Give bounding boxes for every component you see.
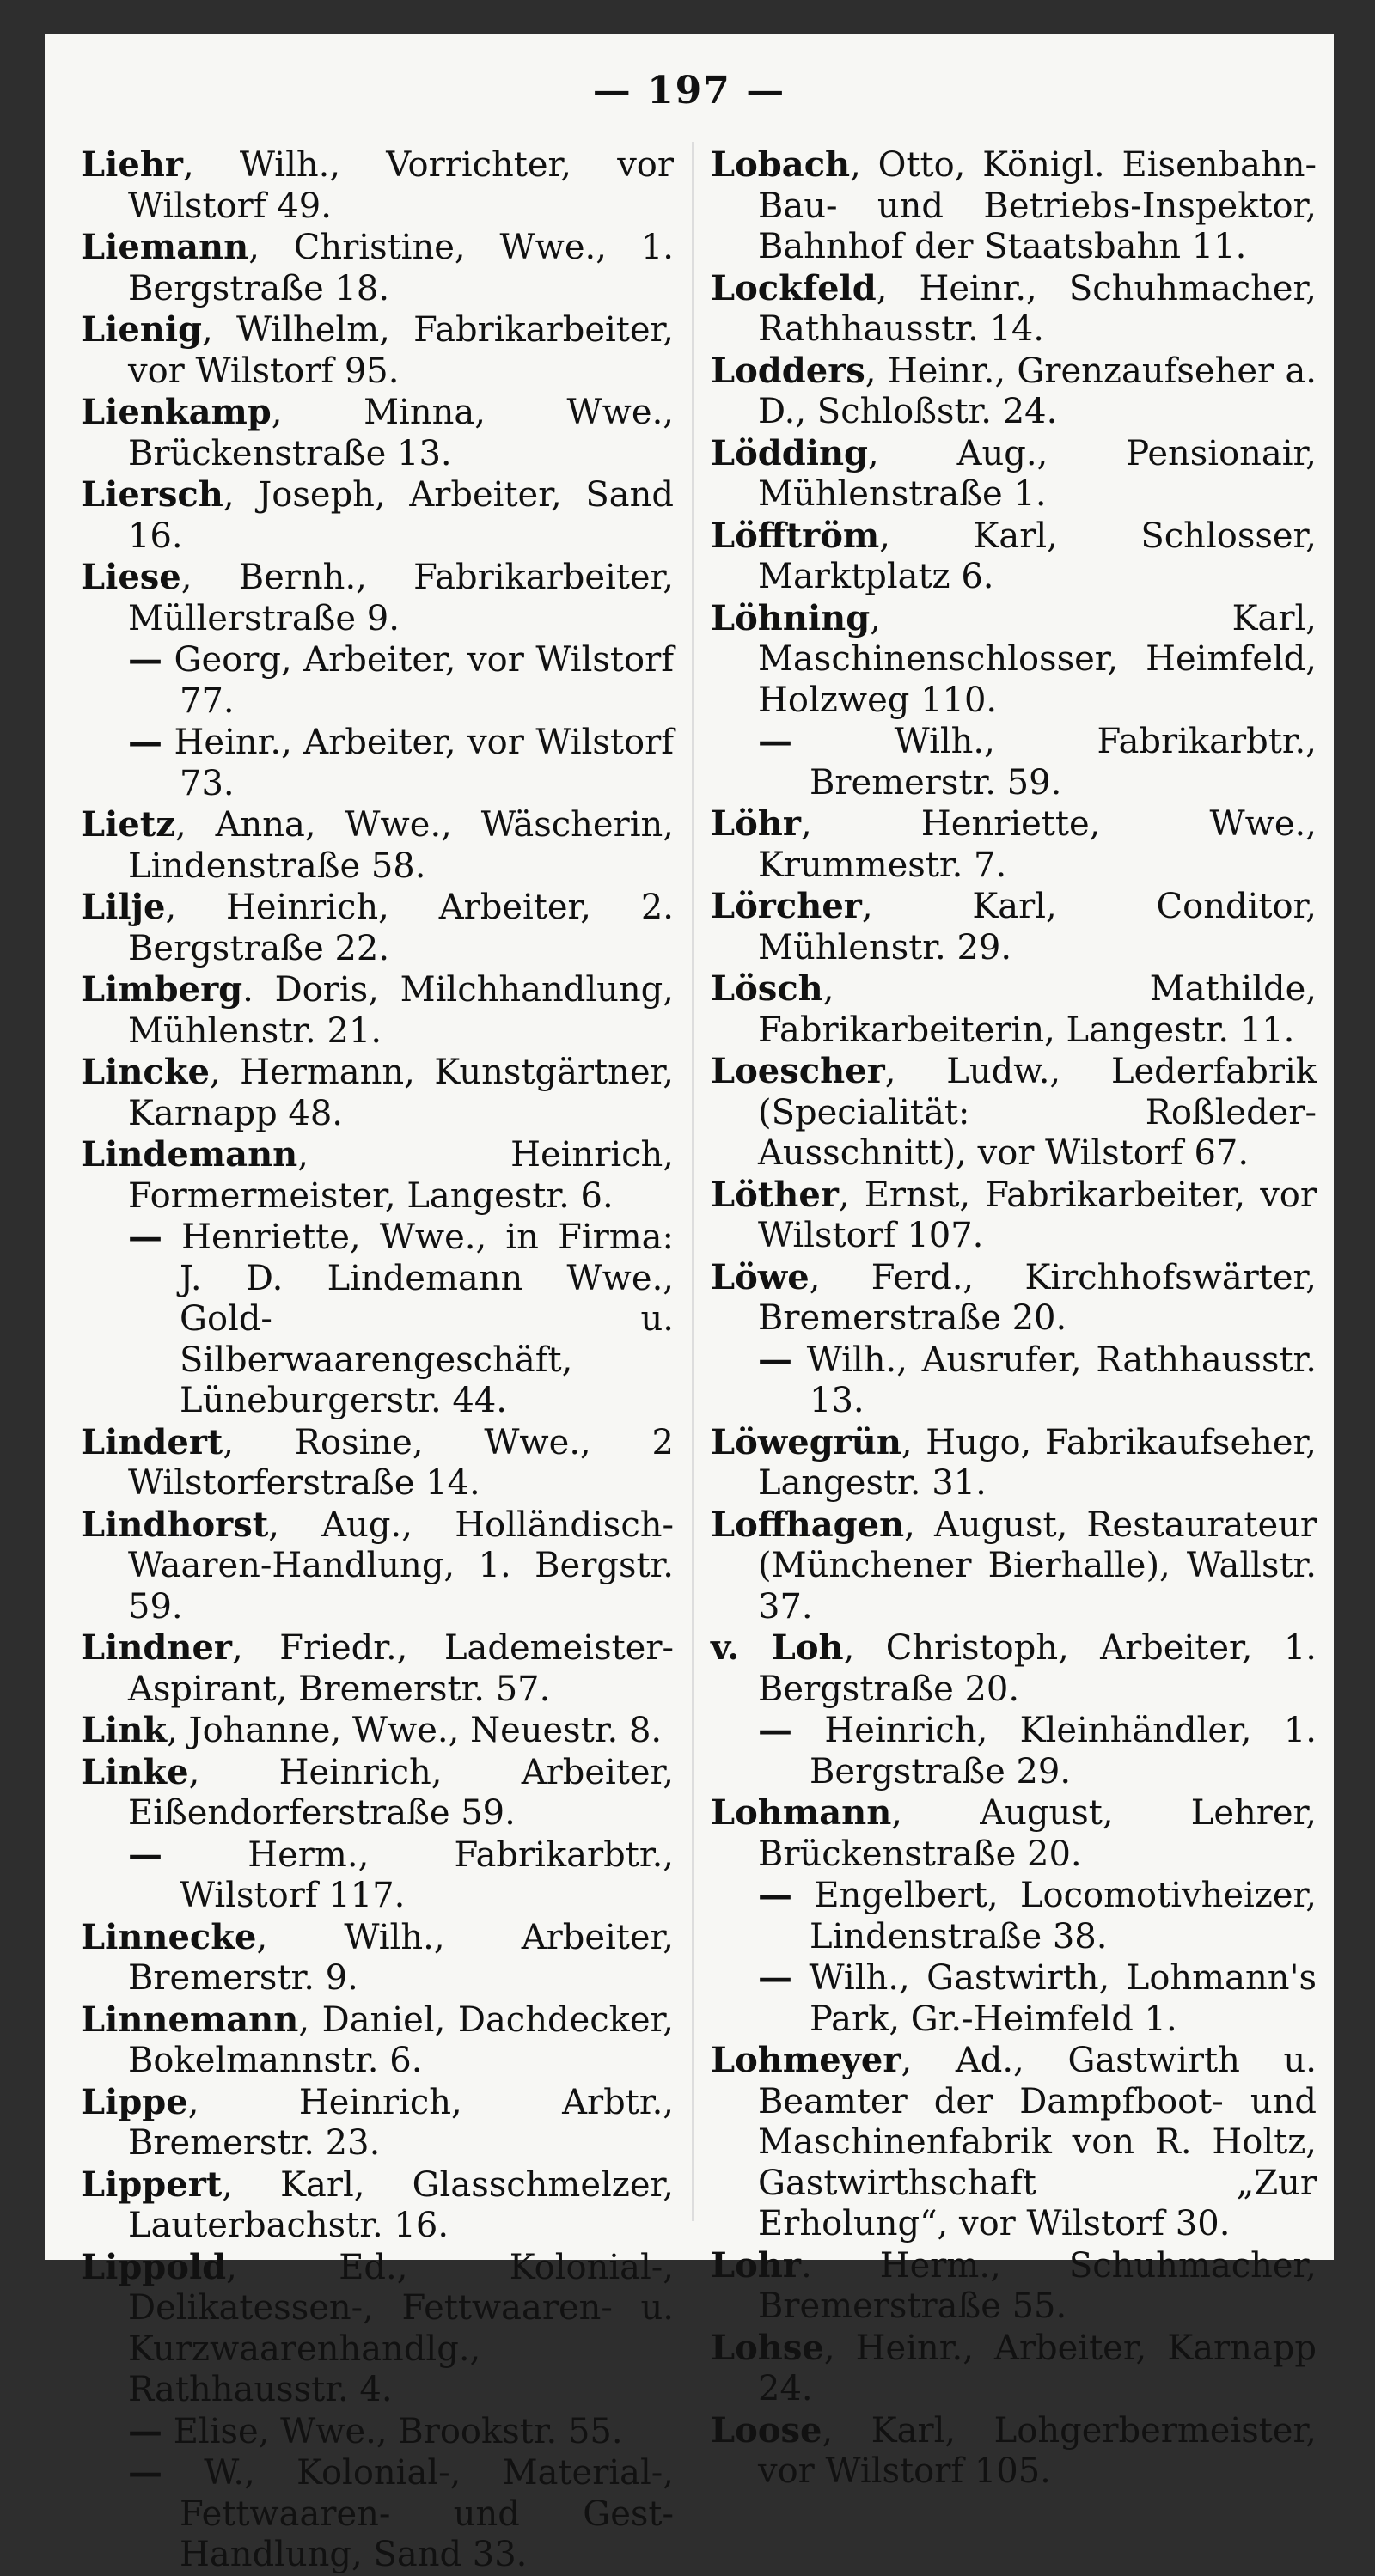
dash-marker: — [128, 2410, 162, 2451]
dash-marker: — [758, 721, 792, 761]
entry [81, 2247, 674, 2411]
entry-details: , Heinr., Grenzaufseher a. D., Schloßstr. 24. [758, 351, 1317, 431]
entry [711, 1505, 1317, 1628]
entry-name: Loescher [711, 1051, 885, 1091]
entry-name: Linnecke [81, 1916, 257, 1957]
entry-details: . Herm., Schuhmacher, Bremerstraße 55. [758, 2245, 1317, 2326]
entry-details: Wilh., Ausrufer, Rathhausstr. 13. [792, 1340, 1317, 1420]
entry [711, 598, 1317, 722]
entry-name: Lilje [81, 887, 166, 927]
entry [81, 227, 674, 309]
entry [711, 351, 1317, 433]
dash-marker: — [758, 1339, 792, 1380]
entry-continuation [81, 1834, 674, 1917]
column-gutter [692, 142, 694, 2221]
entry-name: Lippe [81, 2081, 188, 2122]
entry-name: Lippold [81, 2246, 227, 2287]
entry [711, 144, 1317, 268]
entry [81, 392, 674, 474]
entry [711, 803, 1317, 886]
entry-details: , August, Lehrer, Brückenstraße 20. [758, 1793, 1317, 1874]
dash-marker: — [128, 2452, 162, 2493]
entry [81, 1134, 674, 1217]
left-column [81, 144, 674, 2576]
right-column [711, 144, 1317, 2493]
entry-details: Engelbert, Locomotivheizer, Lindenstraße 38. [792, 1876, 1317, 1956]
entry-details: , Ernst, Fabrikarbeiter, vor Wilstorf 107. [758, 1175, 1317, 1255]
entry-details: , Karl, Maschinenschlosser, Heimfeld, Holzweg 110. [758, 598, 1317, 720]
entry [711, 2328, 1317, 2410]
entry-details: , Christoph, Arbeiter, 1. Bergstraße 20. [758, 1628, 1317, 1709]
entry [81, 1917, 674, 1999]
entry-name: Loffhagen [711, 1504, 905, 1545]
entry-details: , Aug., Holländisch-Waaren-Handlung, 1. Bergstr. 59. [128, 1505, 674, 1627]
entry [711, 1627, 1317, 1710]
entry-name: Loose [711, 2409, 822, 2451]
entry [81, 309, 674, 392]
entry-details: Heinrich, Kleinhändler, 1. Bergstraße 29. [792, 1711, 1317, 1792]
entry [711, 433, 1317, 516]
entry [711, 2245, 1317, 2328]
entry [81, 887, 674, 969]
entry [81, 804, 674, 887]
entry-details: , Karl, Lohgerbermeister, vor Wilstorf 105. [758, 2410, 1317, 2491]
entry-details: , Heinrich, Arbeiter, Eißendorferstraße 59. [128, 1752, 674, 1833]
entry-name: Linke [81, 1751, 189, 1792]
entry-details: , Rosine, Wwe., 2 Wilstorferstraße 14. [128, 1422, 674, 1503]
entry-name: Lohmeyer [711, 2040, 901, 2080]
entry [81, 1505, 674, 1628]
entry [711, 268, 1317, 351]
entry-details: , Aug., Pensionair, Mühlenstraße 1. [758, 433, 1317, 514]
page-number: — 197 — [592, 69, 786, 113]
entry-details: , Christine, Wwe., 1. Bergstraße 18. [128, 228, 674, 308]
entry [81, 2164, 674, 2247]
entry [81, 474, 674, 557]
entry-details: . Doris, Milchhandlung, Mühlenstr. 21. [128, 970, 674, 1051]
entry-name: Lobach [711, 144, 851, 185]
entry [711, 1175, 1317, 1257]
entry-name: Lösch [711, 968, 823, 1009]
entry [81, 144, 674, 227]
entry-details: Heinr., Arbeiter, vor Wilstorf 73. [162, 723, 674, 803]
entry-details: , Heinrich, Arbeiter, 2. Bergstraße 22. [128, 888, 674, 968]
entry [81, 1999, 674, 2082]
entry-details: , Karl, Glasschmelzer, Lauterbachstr. 16. [128, 2164, 674, 2245]
entry-details: , Friedr., Lademeister-Aspirant, Bremerstr. 57. [128, 1628, 674, 1709]
entry-name: Lodders [711, 350, 865, 391]
entry-continuation [711, 1710, 1317, 1792]
entry-continuation [81, 2411, 674, 2453]
entry-name: Link [81, 1710, 168, 1750]
entry-details: , Heinr., Arbeiter, Karnapp 24. [758, 2328, 1317, 2408]
entry [711, 1422, 1317, 1505]
entry-details: , Ferd., Kirchhofswärter, Bremerstraße 20. [758, 1257, 1317, 1338]
entry-continuation [81, 639, 674, 722]
dash-marker: — [758, 1875, 792, 1915]
entry-name: Lockfeld [711, 267, 877, 308]
entry-name: Lohmann [711, 1792, 892, 1833]
entry-continuation [81, 2452, 674, 2576]
entry-name: Lietz [81, 804, 175, 845]
entry-details: Elise, Wwe., Brookstr. 55. [162, 2411, 623, 2451]
entry-name: Löfftröm [711, 515, 880, 556]
entry-details: Wilh., Gastwirth, Lohmann's Park, Gr.-Heimfeld 1. [792, 1958, 1317, 2039]
entry-details: , Wilh., Vorrichter, vor Wilstorf 49. [128, 145, 674, 226]
entry-name: Lödding [711, 432, 868, 473]
entry-details: , Henriette, Wwe., Krummestr. 7. [758, 804, 1317, 885]
entry-continuation [711, 1340, 1317, 1422]
entry-details: , Hugo, Fabrikaufseher, Langestr. 31. [758, 1422, 1317, 1503]
entry-details: , Joseph, Arbeiter, Sand 16. [128, 475, 674, 556]
dash-marker: — [128, 639, 162, 680]
entry-name: Lindemann [81, 1134, 298, 1175]
entry [81, 557, 674, 639]
entry-name: Liese [81, 557, 181, 597]
entry-name: Liersch [81, 474, 223, 515]
entry [81, 1710, 674, 1752]
entry-details: , Mathilde, Fabrikarbeiterin, Langestr. 11. [758, 969, 1317, 1050]
entry-name: Limberg [81, 969, 243, 1010]
directory-page [45, 34, 1334, 2574]
entry [711, 2410, 1317, 2493]
entry-details: , Heinr., Schuhmacher, Rathhausstr. 14. [758, 268, 1317, 349]
entry [81, 1627, 674, 1710]
entry-details: , Karl, Conditor, Mühlenstr. 29. [758, 887, 1317, 968]
entry [711, 2040, 1317, 2245]
entry-details: , Heinrich, Formermeister, Langestr. 6. [128, 1135, 674, 1216]
entry-details: Wilh., Fabrikarbtr., Bremerstr. 59. [792, 722, 1317, 803]
entry-continuation [81, 1217, 674, 1422]
entry-name: Lindhorst [81, 1504, 269, 1545]
entry-details: , Johanne, Wwe., Neuestr. 8. [167, 1711, 663, 1750]
entry [81, 969, 674, 1052]
entry-name: Lienkamp [81, 392, 272, 432]
entry-details: , Daniel, Dachdecker, Bokelmannstr. 6. [128, 1999, 674, 2080]
entry-details: , Ad., Gastwirth u. Beamter der Dampfboot- und Maschinenfabrik von R. Holtz, Gastwirthschaft „Zur Erholung“, vor Wilstorf 30. [758, 2041, 1317, 2243]
entry-details: , Wilhelm, Fabrikarbeiter, vor Wilstorf 95. [128, 310, 674, 391]
entry-name: Löwe [711, 1256, 810, 1297]
entry-continuation [81, 722, 674, 804]
entry [711, 1792, 1317, 1875]
entry-details: , Anna, Wwe., Wäscherin, Lindenstraße 58. [128, 805, 674, 886]
entry [711, 1257, 1317, 1340]
entry-details: , August, Restaurateur (Münchener Bierhalle), Wallstr. 37. [758, 1505, 1317, 1627]
entry-name: Löhr [711, 803, 801, 844]
entry-details: , Heinrich, Arbtr., Bremerstr. 23. [128, 2082, 674, 2163]
entry-name: Linnemann [81, 1999, 299, 2040]
entry-details: , Hermann, Kunstgärtner, Karnapp 48. [128, 1053, 674, 1133]
dash-marker: — [128, 722, 162, 762]
entry-details: , Bernh., Fabrikarbeiter, Müllerstraße 9. [128, 558, 674, 638]
entry-continuation [711, 1957, 1317, 2040]
entry-details: Henriette, Wwe., in Firma: J. D. Lindemann Wwe., Gold- u. Silberwaarengeschäft, Lüneburgerstr. 44. [162, 1218, 674, 1420]
dash-marker: — [758, 1957, 792, 1998]
dash-marker: — [758, 1710, 792, 1750]
entry-details: , Minna, Wwe., Brückenstraße 13. [128, 393, 674, 473]
entry-name: Löhning [711, 597, 871, 638]
entry-name: Lohr [711, 2244, 801, 2286]
entry-name: Liehr [81, 144, 183, 185]
entry-name: Löther [711, 1174, 839, 1215]
entry-continuation [711, 721, 1317, 803]
entry-name: v. Loh [711, 1627, 844, 1668]
entry-name: Lincke [81, 1052, 210, 1092]
entry-name: Lörcher [711, 886, 862, 926]
entry-details: , Ludw., Lederfabrik (Specialität: Roßleder-Ausschnitt), vor Wilstorf 67. [758, 1052, 1317, 1173]
entry-details: , Otto, Königl. Eisenbahn-Bau- und Betriebs-Inspektor, Bahnhof der Staatsbahn 11. [758, 145, 1317, 266]
entry-details: Herm., Fabrikarbtr., Wilstorf 117. [162, 1834, 674, 1915]
entry-details: , Ed., Kolonial-, Delikatessen-, Fettwaaren- u. Kurzwaarenhandlg., Rathhausstr. 4. [128, 2247, 674, 2409]
entry-details: Georg, Arbeiter, vor Wilstorf 77. [162, 640, 674, 721]
entry [711, 1051, 1317, 1175]
entry-continuation [711, 1875, 1317, 1957]
entry-name: Lohse [711, 2327, 824, 2368]
entry [81, 1752, 674, 1834]
entry-details: W., Kolonial-, Material-, Fettwaaren- und Gest-Handlung, Sand 33. [162, 2453, 674, 2574]
entry-details: , Karl, Schlosser, Marktplatz 6. [758, 516, 1317, 596]
entry-name: Löwegrün [711, 1421, 901, 1462]
entry [81, 1052, 674, 1134]
entry [711, 516, 1317, 598]
entry [711, 968, 1317, 1051]
entry-name: Lippert [81, 2164, 223, 2205]
entry-name: Lienig [81, 309, 203, 350]
dash-marker: — [128, 1834, 162, 1875]
entry [711, 886, 1317, 968]
entry [81, 1422, 674, 1505]
entry-name: Liemann [81, 227, 249, 267]
entry [81, 2082, 674, 2164]
entry-name: Lindert [81, 1421, 223, 1462]
entry-details: , Wilh., Arbeiter, Bremerstr. 9. [128, 1917, 674, 1998]
entry-name: Lindner [81, 1627, 232, 1668]
dash-marker: — [128, 1217, 162, 1257]
